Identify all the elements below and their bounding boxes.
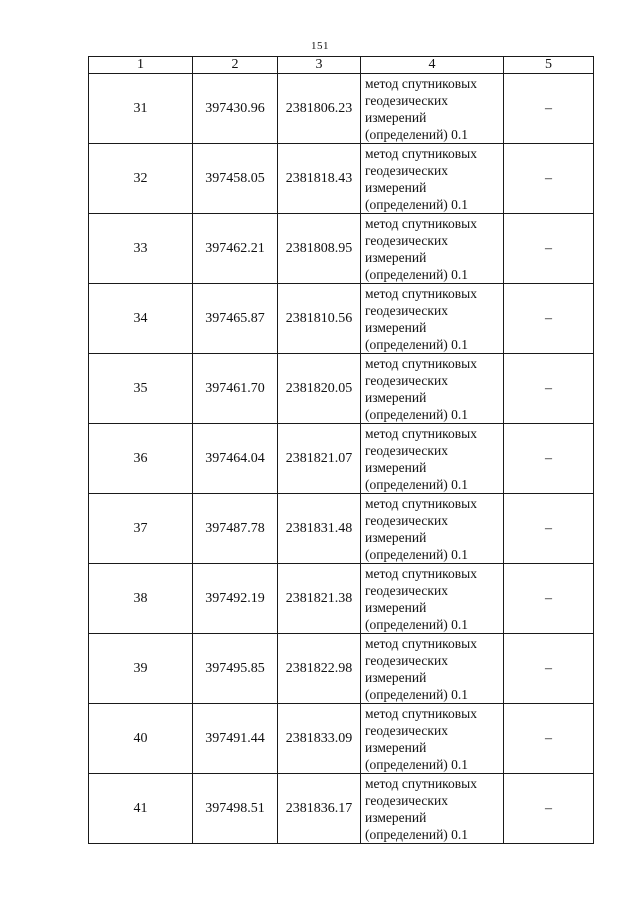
method-line: метод спутниковых <box>365 495 477 511</box>
method-cell <box>361 564 504 634</box>
method-cell <box>361 634 504 704</box>
method-cell <box>361 354 504 424</box>
note-cell: – <box>504 634 594 704</box>
y-coordinate-cell: 2381822.98 <box>278 634 361 704</box>
point-number-cell: 33 <box>89 214 193 284</box>
y-coordinate-cell: 2381821.38 <box>278 564 361 634</box>
x-coordinate-cell: 397465.87 <box>193 284 278 354</box>
note-cell: – <box>504 564 594 634</box>
note-cell: – <box>504 214 594 284</box>
method-line: (определений) 0.1 <box>365 406 469 422</box>
y-coordinate-cell: 2381808.95 <box>278 214 361 284</box>
method-line: геодезических <box>365 582 448 598</box>
x-coordinate-cell: 397430.96 <box>193 74 278 144</box>
x-coordinate-cell: 397498.51 <box>193 774 278 844</box>
table-row <box>89 284 594 354</box>
method-line: метод спутниковых <box>365 355 477 371</box>
method-line: геодезических <box>365 372 448 388</box>
method-cell <box>361 74 504 144</box>
point-number-cell: 36 <box>89 424 193 494</box>
method-line: метод спутниковых <box>365 565 477 581</box>
method-line: метод спутниковых <box>365 145 477 161</box>
method-line: геодезических <box>365 652 448 668</box>
y-coordinate-cell: 2381833.09 <box>278 704 361 774</box>
point-number-cell: 35 <box>89 354 193 424</box>
method-line: измерений <box>365 179 427 195</box>
method-line: измерений <box>365 809 427 825</box>
table-row <box>89 564 594 634</box>
header-col-3: 3 <box>278 57 361 74</box>
note-cell: – <box>504 774 594 844</box>
header-col-4: 4 <box>361 57 504 74</box>
table-row <box>89 144 594 214</box>
method-line: метод спутниковых <box>365 215 477 231</box>
method-line: (определений) 0.1 <box>365 266 469 282</box>
method-line: метод спутниковых <box>365 775 477 791</box>
method-line: геодезических <box>365 792 448 808</box>
note-cell: – <box>504 144 594 214</box>
table-row <box>89 634 594 704</box>
y-coordinate-cell: 2381821.07 <box>278 424 361 494</box>
point-number-cell: 41 <box>89 774 193 844</box>
note-cell: – <box>504 354 594 424</box>
method-cell <box>361 144 504 214</box>
method-line: (определений) 0.1 <box>365 476 469 492</box>
method-line: геодезических <box>365 442 448 458</box>
method-cell <box>361 214 504 284</box>
method-line: (определений) 0.1 <box>365 616 469 632</box>
method-line: (определений) 0.1 <box>365 336 469 352</box>
table-header-row <box>89 57 594 74</box>
method-cell <box>361 494 504 564</box>
method-line: измерений <box>365 389 427 405</box>
table-row <box>89 704 594 774</box>
note-cell: – <box>504 74 594 144</box>
x-coordinate-cell: 397495.85 <box>193 634 278 704</box>
point-number-cell: 34 <box>89 284 193 354</box>
header-col-5: 5 <box>504 57 594 74</box>
method-line: (определений) 0.1 <box>365 686 469 702</box>
x-coordinate-cell: 397461.70 <box>193 354 278 424</box>
method-line: (определений) 0.1 <box>365 196 469 212</box>
point-number-cell: 40 <box>89 704 193 774</box>
x-coordinate-cell: 397462.21 <box>193 214 278 284</box>
method-line: метод спутниковых <box>365 75 477 91</box>
table-row <box>89 354 594 424</box>
method-line: измерений <box>365 459 427 475</box>
y-coordinate-cell: 2381820.05 <box>278 354 361 424</box>
header-col-2: 2 <box>193 57 278 74</box>
point-number-cell: 37 <box>89 494 193 564</box>
point-number-cell: 31 <box>89 74 193 144</box>
table-row <box>89 74 594 144</box>
point-number-cell: 38 <box>89 564 193 634</box>
method-line: геодезических <box>365 512 448 528</box>
method-cell <box>361 424 504 494</box>
method-line: метод спутниковых <box>365 635 477 651</box>
method-line: метод спутниковых <box>365 425 477 441</box>
table-row <box>89 214 594 284</box>
x-coordinate-cell: 397487.78 <box>193 494 278 564</box>
method-line: геодезических <box>365 162 448 178</box>
y-coordinate-cell: 2381806.23 <box>278 74 361 144</box>
method-line: геодезических <box>365 722 448 738</box>
method-cell <box>361 284 504 354</box>
x-coordinate-cell: 397458.05 <box>193 144 278 214</box>
method-line: измерений <box>365 249 427 265</box>
table-row <box>89 494 594 564</box>
x-coordinate-cell: 397464.04 <box>193 424 278 494</box>
method-line: (определений) 0.1 <box>365 546 469 562</box>
note-cell: – <box>504 424 594 494</box>
table-row <box>89 424 594 494</box>
point-number-cell: 39 <box>89 634 193 704</box>
note-cell: – <box>504 284 594 354</box>
method-line: измерений <box>365 669 427 685</box>
method-line: измерений <box>365 739 427 755</box>
method-line: (определений) 0.1 <box>365 126 469 142</box>
method-cell <box>361 704 504 774</box>
y-coordinate-cell: 2381836.17 <box>278 774 361 844</box>
method-line: геодезических <box>365 232 448 248</box>
note-cell: – <box>504 494 594 564</box>
method-cell <box>361 774 504 844</box>
y-coordinate-cell: 2381810.56 <box>278 284 361 354</box>
method-line: (определений) 0.1 <box>365 826 469 842</box>
y-coordinate-cell: 2381818.43 <box>278 144 361 214</box>
method-line: геодезических <box>365 302 448 318</box>
page-number: 151 <box>311 40 329 52</box>
coordinates-table <box>88 56 594 844</box>
method-line: метод спутниковых <box>365 285 477 301</box>
point-number-cell: 32 <box>89 144 193 214</box>
note-cell: – <box>504 704 594 774</box>
x-coordinate-cell: 397491.44 <box>193 704 278 774</box>
method-line: измерений <box>365 109 427 125</box>
method-line: измерений <box>365 529 427 545</box>
method-line: измерений <box>365 319 427 335</box>
method-line: метод спутниковых <box>365 705 477 721</box>
table-body <box>89 74 594 844</box>
header-col-1: 1 <box>89 57 193 74</box>
y-coordinate-cell: 2381831.48 <box>278 494 361 564</box>
method-line: геодезических <box>365 92 448 108</box>
method-line: измерений <box>365 599 427 615</box>
table-row <box>89 774 594 844</box>
method-line: (определений) 0.1 <box>365 756 469 772</box>
x-coordinate-cell: 397492.19 <box>193 564 278 634</box>
